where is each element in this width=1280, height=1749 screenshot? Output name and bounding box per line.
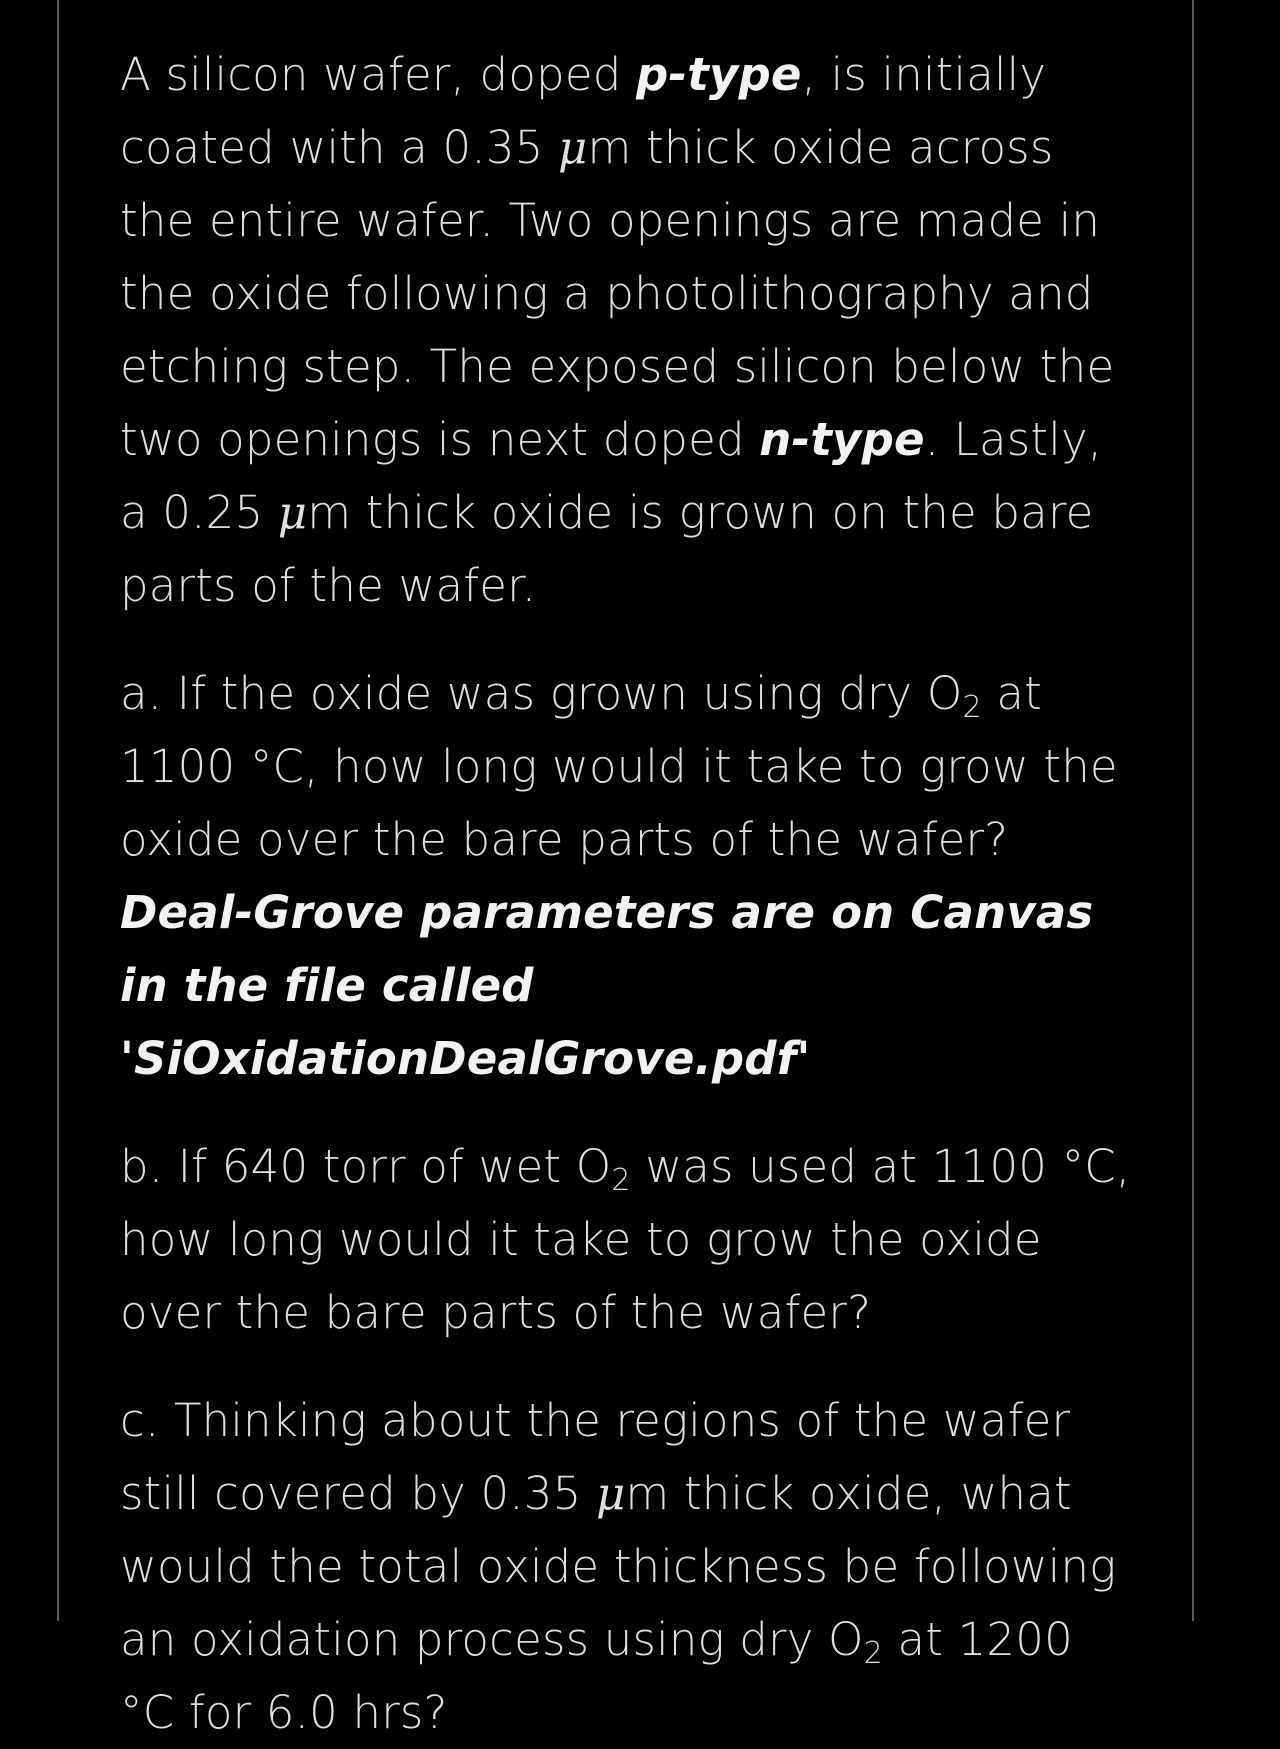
micro-symbol: μ xyxy=(558,121,588,174)
question-text xyxy=(120,38,1140,1749)
part-b-text-1: b. If 640 torr of wet O xyxy=(120,1140,612,1193)
part-b-text-2: was used at 1100 °C, how long would it take to grow the oxide over the bare parts of the wafer? xyxy=(120,1140,1131,1339)
intro-text-5: m thick oxide is grown on the bare parts of the wafer. xyxy=(120,486,1094,612)
part-c-paragraph xyxy=(120,1384,1140,1749)
intro-text-4: . Lastly, a 0.25 xyxy=(120,413,1103,539)
intro-text-2: , is initially coated with a 0.35 xyxy=(120,48,1047,174)
right-border-line xyxy=(1192,0,1194,1621)
p-type-term: p-type xyxy=(635,48,802,101)
part-b-paragraph xyxy=(120,1130,1140,1349)
subscript-2: 2 xyxy=(962,690,982,725)
part-c-text-1: c. Thinking about the regions of the wafer still covered by 0.35 xyxy=(120,1394,1071,1520)
part-a-paragraph xyxy=(120,657,1140,1095)
intro-text-3: m thick oxide across the entire wafer. Two openings are made in the oxide following a photolithography and etching step. The exposed silicon below the two openings is next doped xyxy=(120,121,1115,466)
part-a-text-1: a. If the oxide was grown using dry O xyxy=(120,667,963,720)
micro-symbol: μ xyxy=(277,486,308,539)
deal-grove-note: Deal-Grove parameters are on Canvas in the file called 'SiOxidationDealGrove.pdf' xyxy=(120,886,1094,1085)
subscript-2: 2 xyxy=(863,1636,883,1671)
intro-text-1: A silicon wafer, doped xyxy=(120,48,636,101)
intro-paragraph xyxy=(120,38,1140,622)
part-c-text-3: at 1200 °C for 6.0 hrs? xyxy=(120,1613,1073,1739)
micro-symbol: μ xyxy=(595,1467,626,1520)
part-a-text-2: at 1100 °C, how long would it take to grow the oxide over the bare parts of the wafer? xyxy=(120,667,1118,866)
part-c-text-2: m thick oxide, what would the total oxide thickness be following an oxidation process using dry O xyxy=(120,1467,1117,1666)
n-type-term: n-type xyxy=(759,413,925,466)
subscript-2: 2 xyxy=(611,1163,631,1198)
left-border-line xyxy=(57,0,59,1621)
